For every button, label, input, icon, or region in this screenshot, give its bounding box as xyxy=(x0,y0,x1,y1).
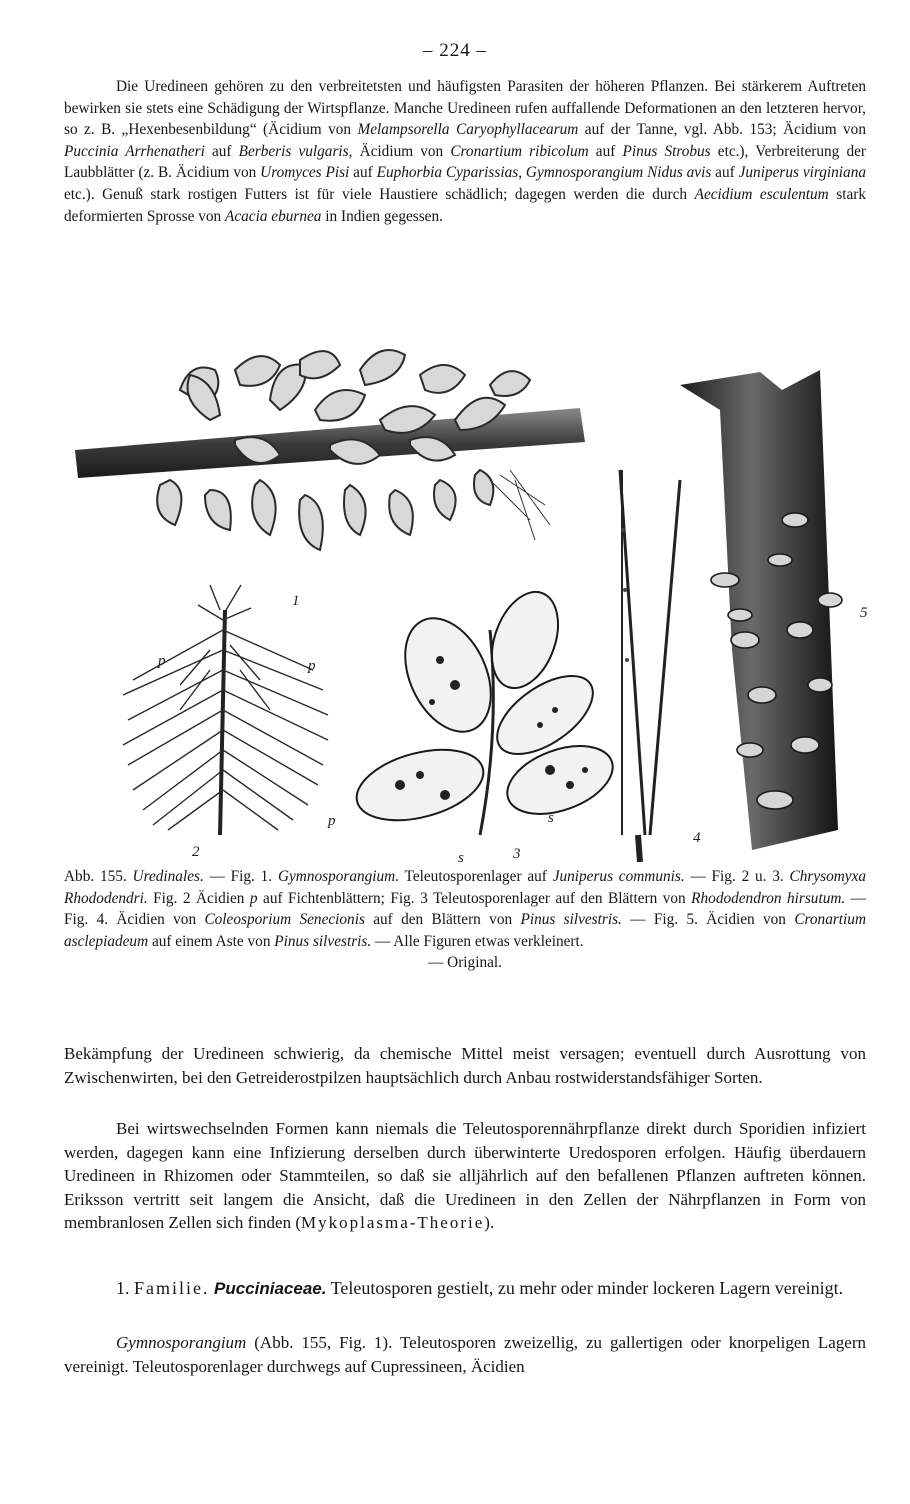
fig4-pine-needles xyxy=(620,470,701,862)
fig3-label: 3 xyxy=(513,846,521,862)
body-paragraph-control: Bekämpfung der Uredineen schwierig, da chemische Mittel meist versagen; eventuell durch Ausrottung von Zwischenwirten, bei den Getreiderostpilzen hauptsächlich durch Anbau rostwiderstandsfähiger Sorten. xyxy=(64,1044,866,1087)
theory-name: Mykoplasma-Theorie xyxy=(300,1213,485,1233)
body-text: Bei wirtswechselnden Formen kann niemals die Teleutosporennährpflanze direkt durch Sporidien infiziert werden, dagegen kann eine Infizierung derselben durch überwinterte Uredosporen erfolgen. Häufig überdauern Uredineen in Rhizomen oder Stammteilen, so daß sie alljährlich auf den befallenen Pflanzen auftreten können. Eriksson vertritt seit langem die Ansicht, daß die Uredineen in den Zellen der Nährpflanzen in Form von membranlosen Zellen sich finden ( xyxy=(64,1119,866,1233)
genus-description: (Abb. 155, Fig. 1). Teleutosporen zweizellig, zu gallertigen oder knorpeligen Lagern vereinigt. Teleutosporenlager durchwegs auf Cupressineen, Äcidien xyxy=(64,1333,866,1376)
intro-text: etc.), Verbreiterung der Laubblätter (z. B. Äcidium von xyxy=(64,142,866,182)
caption-original-note: — Original. xyxy=(428,954,502,971)
caption-taxon: p xyxy=(249,889,258,907)
caption-text: Fig. 2 Äcidien xyxy=(147,889,250,907)
fig1-label: 1 xyxy=(292,593,300,609)
family-name: Pucciniaceae. xyxy=(214,1279,327,1298)
figure-illustration xyxy=(60,330,870,862)
page-number-value: 224 xyxy=(439,40,471,61)
species-name: Juniperus virginiana xyxy=(738,164,866,182)
family-word: Familie. xyxy=(134,1278,210,1298)
genus-paragraph xyxy=(64,1331,866,1378)
caption-text: auf den Blättern von xyxy=(364,911,521,928)
fig2-p-label: p xyxy=(328,813,336,829)
intro-text: auf xyxy=(588,142,623,160)
caption-taxon: Juniperus communis. xyxy=(552,868,685,885)
caption-taxon: Gymnosporangium. xyxy=(277,868,400,885)
family-description: Teleutosporen gestielt, zu mehr oder minder lockeren Lagern vereinigt. xyxy=(326,1278,844,1298)
intro-text: Die Uredineen gehören zu den verbreitetsten und häufigsten Parasiten der höheren Pflanzen. Bei stärkerem Auftreten bewirken sie stets eine Schädigung der Wirtspflanze. Manche Uredineen rufen auffallende Deformationen an den letzteren hervor, so z. B. „Hexenbesenbildung“ (Äcidium von xyxy=(64,78,866,139)
fig2-p-label: p xyxy=(158,653,166,669)
caption-text: — Fig. 1. xyxy=(203,868,278,885)
page-number: – 224 – xyxy=(423,40,487,61)
fig2-spruce-twig xyxy=(123,585,336,860)
caption-taxon: Pinus silvestris. xyxy=(520,911,622,928)
intro-text: , Äcidium von xyxy=(348,142,451,160)
fig2-label: 2 xyxy=(192,844,200,860)
body-text: ). xyxy=(484,1213,495,1233)
intro-text: auf der Tanne, vgl. Abb. 153; Äcidium von xyxy=(578,121,866,139)
species-name: Melampsorella Caryophyllacearum xyxy=(357,121,579,139)
species-name: Euphorbia Cyparissias xyxy=(376,164,519,182)
fig5-pine-branch xyxy=(680,370,868,850)
species-name: Pinus Strobus xyxy=(622,142,711,160)
caption-taxon: Rhododendron hirsutum. xyxy=(691,889,846,907)
fig3-s-label: s xyxy=(548,810,554,826)
caption-text: Abb. 155. xyxy=(64,868,133,885)
caption-text: — Fig. 2 u. 3. xyxy=(684,868,790,885)
caption-taxon: Pinus silvestris. xyxy=(274,932,372,950)
body-paragraph-infection xyxy=(64,1117,866,1235)
caption-taxon: Coleosporium Senecionis xyxy=(204,911,365,928)
caption-taxon: Cronartium asclepiadeum xyxy=(64,911,866,950)
caption-text: — Fig. 4. Äcidien von xyxy=(64,889,867,928)
fig3-rhododendron-leaves xyxy=(349,583,622,862)
species-name: Berberis vulgaris xyxy=(238,142,349,160)
intro-paragraph xyxy=(64,76,866,227)
species-name: Gymnosporangium Nidus avis xyxy=(525,164,712,182)
caption-taxon: Uredinales. xyxy=(132,868,204,885)
species-name: Aecidium esculentum xyxy=(694,185,829,203)
species-name: Puccinia Arrhenatheri xyxy=(64,142,205,160)
genus-name: Gymnosporangium xyxy=(116,1333,247,1352)
species-name: Cronartium ribicolum xyxy=(450,142,589,160)
intro-text: auf xyxy=(349,164,377,182)
intro-text: , xyxy=(518,164,526,182)
fig1-juniper-branch xyxy=(75,350,585,609)
figure-drawing xyxy=(60,330,870,862)
intro-text: auf xyxy=(204,142,239,160)
figure-caption xyxy=(64,866,866,974)
family-number: 1. xyxy=(116,1278,134,1298)
fig3-s-label: s xyxy=(458,850,464,862)
intro-text: etc.). Genuß stark rostigen Futters ist für viele Haustiere schädlich; dagegen werden die durch xyxy=(64,185,695,203)
intro-text: in Indien gegessen. xyxy=(321,207,443,225)
fig4-label: 4 xyxy=(693,830,701,846)
species-name: Uromyces Pisi xyxy=(260,164,350,182)
caption-text: auf Fichtenblättern; Fig. 3 Teleutosporenlager auf den Blättern von xyxy=(257,889,692,907)
fig2-p-label: p xyxy=(308,658,316,674)
family-heading xyxy=(64,1276,866,1301)
caption-text: Teleutosporenlager auf xyxy=(399,868,553,885)
caption-text: auf einem Aste von xyxy=(148,932,275,950)
fig5-label: 5 xyxy=(860,605,868,621)
species-name: Acacia eburnea xyxy=(225,207,322,225)
intro-text: auf xyxy=(711,164,739,182)
caption-text: — Alle Figuren etwas verkleinert. xyxy=(371,932,584,950)
intro-text: stark deformierten Sprosse von xyxy=(64,185,866,225)
caption-text: — Fig. 5. Äcidien von xyxy=(621,911,795,928)
caption-taxon: Chrysomyxa Rhododendri. xyxy=(64,868,867,907)
